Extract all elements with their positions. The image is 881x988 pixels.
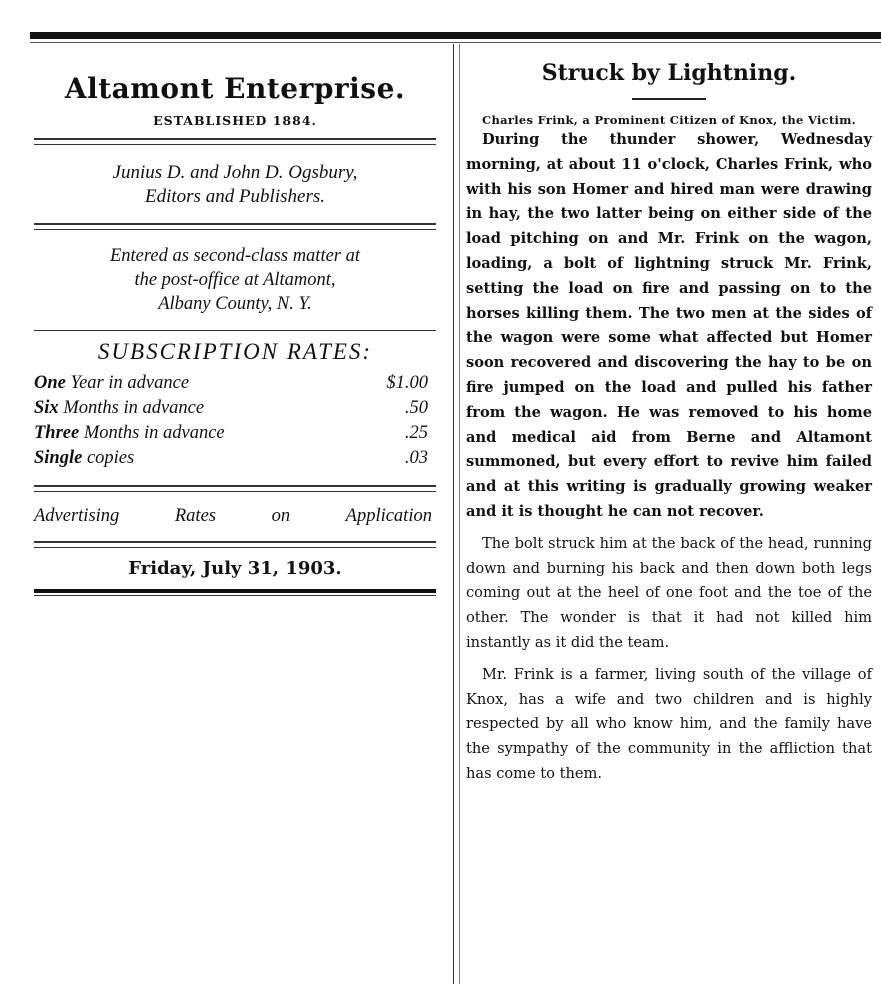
editors-notice xyxy=(30,157,440,213)
rate-term-lead: Single xyxy=(34,448,83,468)
article-column xyxy=(464,48,874,983)
divider-rule xyxy=(30,128,440,157)
newspaper-title: Altamont Enterprise. xyxy=(64,72,406,105)
rate-row xyxy=(30,421,440,446)
rate-term-lead: One xyxy=(34,373,66,393)
article-subhead: Charles Frink, a Prominent Citizen of Knox, the Victim. xyxy=(482,113,856,127)
rate-term: copies xyxy=(86,448,135,468)
rate-term: Months in advance xyxy=(63,398,205,418)
advertising-word: Advertising xyxy=(34,506,120,526)
bottom-thin-rule xyxy=(34,595,436,596)
divider-rule xyxy=(30,527,440,556)
advertising-word: Application xyxy=(345,506,432,526)
rate-term-lead: Six xyxy=(34,398,59,418)
rate-price: .25 xyxy=(404,423,428,443)
entered-line-2: the post-office at Altamont, xyxy=(134,270,336,290)
established-line: ESTABLISHED 1884. xyxy=(153,113,317,128)
article-headline: Struck by Lightning. xyxy=(541,60,797,86)
masthead-column xyxy=(30,48,440,608)
rate-term: Months in advance xyxy=(83,423,225,443)
rate-row xyxy=(30,396,440,421)
subscription-title: SUBSCRIPTION RATES: xyxy=(97,339,373,364)
rate-price: .03 xyxy=(404,448,428,468)
issue-date: Friday, July 31, 1903. xyxy=(128,558,342,579)
divider-rule xyxy=(30,471,440,504)
editors-line-1: Junius D. and John D. Ogsbury, xyxy=(112,162,358,183)
rate-price: $1.00 xyxy=(386,373,428,393)
top-thin-rule xyxy=(30,42,881,43)
divider-rule xyxy=(30,318,440,335)
postal-notice xyxy=(30,242,440,318)
rate-row xyxy=(30,446,440,471)
advertising-notice xyxy=(30,504,440,527)
advertising-word: on xyxy=(271,506,291,526)
column-divider xyxy=(453,44,454,984)
entered-line-1: Entered as second-class matter at xyxy=(109,246,361,266)
bottom-heavy-rule xyxy=(34,589,436,593)
article-paragraph-2: The bolt struck him at the back of the head, running down and burning his back and then down both legs coming out at the heel of one foot and the toe of the other. The wonder is that it had not killed him instantly as it did the team. xyxy=(466,534,872,651)
top-heavy-rule xyxy=(30,32,881,39)
article-paragraph-3: Mr. Frink is a farmer, living south of the village of Knox, has a wife and two children and is highly respected by all who know him, and the family have the sympathy of the community in the affliction that has come to them. xyxy=(466,665,872,782)
column-divider xyxy=(459,44,460,984)
rate-term-lead: Three xyxy=(34,423,80,443)
editors-line-2: Editors and Publishers. xyxy=(145,186,325,207)
entered-line-3: Albany County, N. Y. xyxy=(158,294,312,314)
advertising-word: Rates xyxy=(174,506,216,526)
headline-rule xyxy=(632,98,706,100)
rate-row xyxy=(30,371,440,396)
rate-price: .50 xyxy=(404,398,428,418)
article-paragraph-1: During the thunder shower, Wednesday morning, at about 11 o'clock, Charles Frink, who with his son Homer and hired man were drawing in hay, the two latter being on either side of the load pitching on and Mr. Frink on the wagon, loading, a bolt of lightning struck Mr. Frink, setting the load on fire and passing on to the horses killing them. The two men at the sides of the wagon were some what affected but Homer soon recovered and discovering the hay to be on fire jumped on the load and pulled his father from the wagon. He was removed to his home and medical aid from Berne and Altamont summoned, but every effort to revive him failed and at this writing is gradually growing weaker and it is thought he can not recover. xyxy=(466,131,872,520)
rate-term: Year in advance xyxy=(70,373,190,393)
divider-rule xyxy=(30,213,440,242)
